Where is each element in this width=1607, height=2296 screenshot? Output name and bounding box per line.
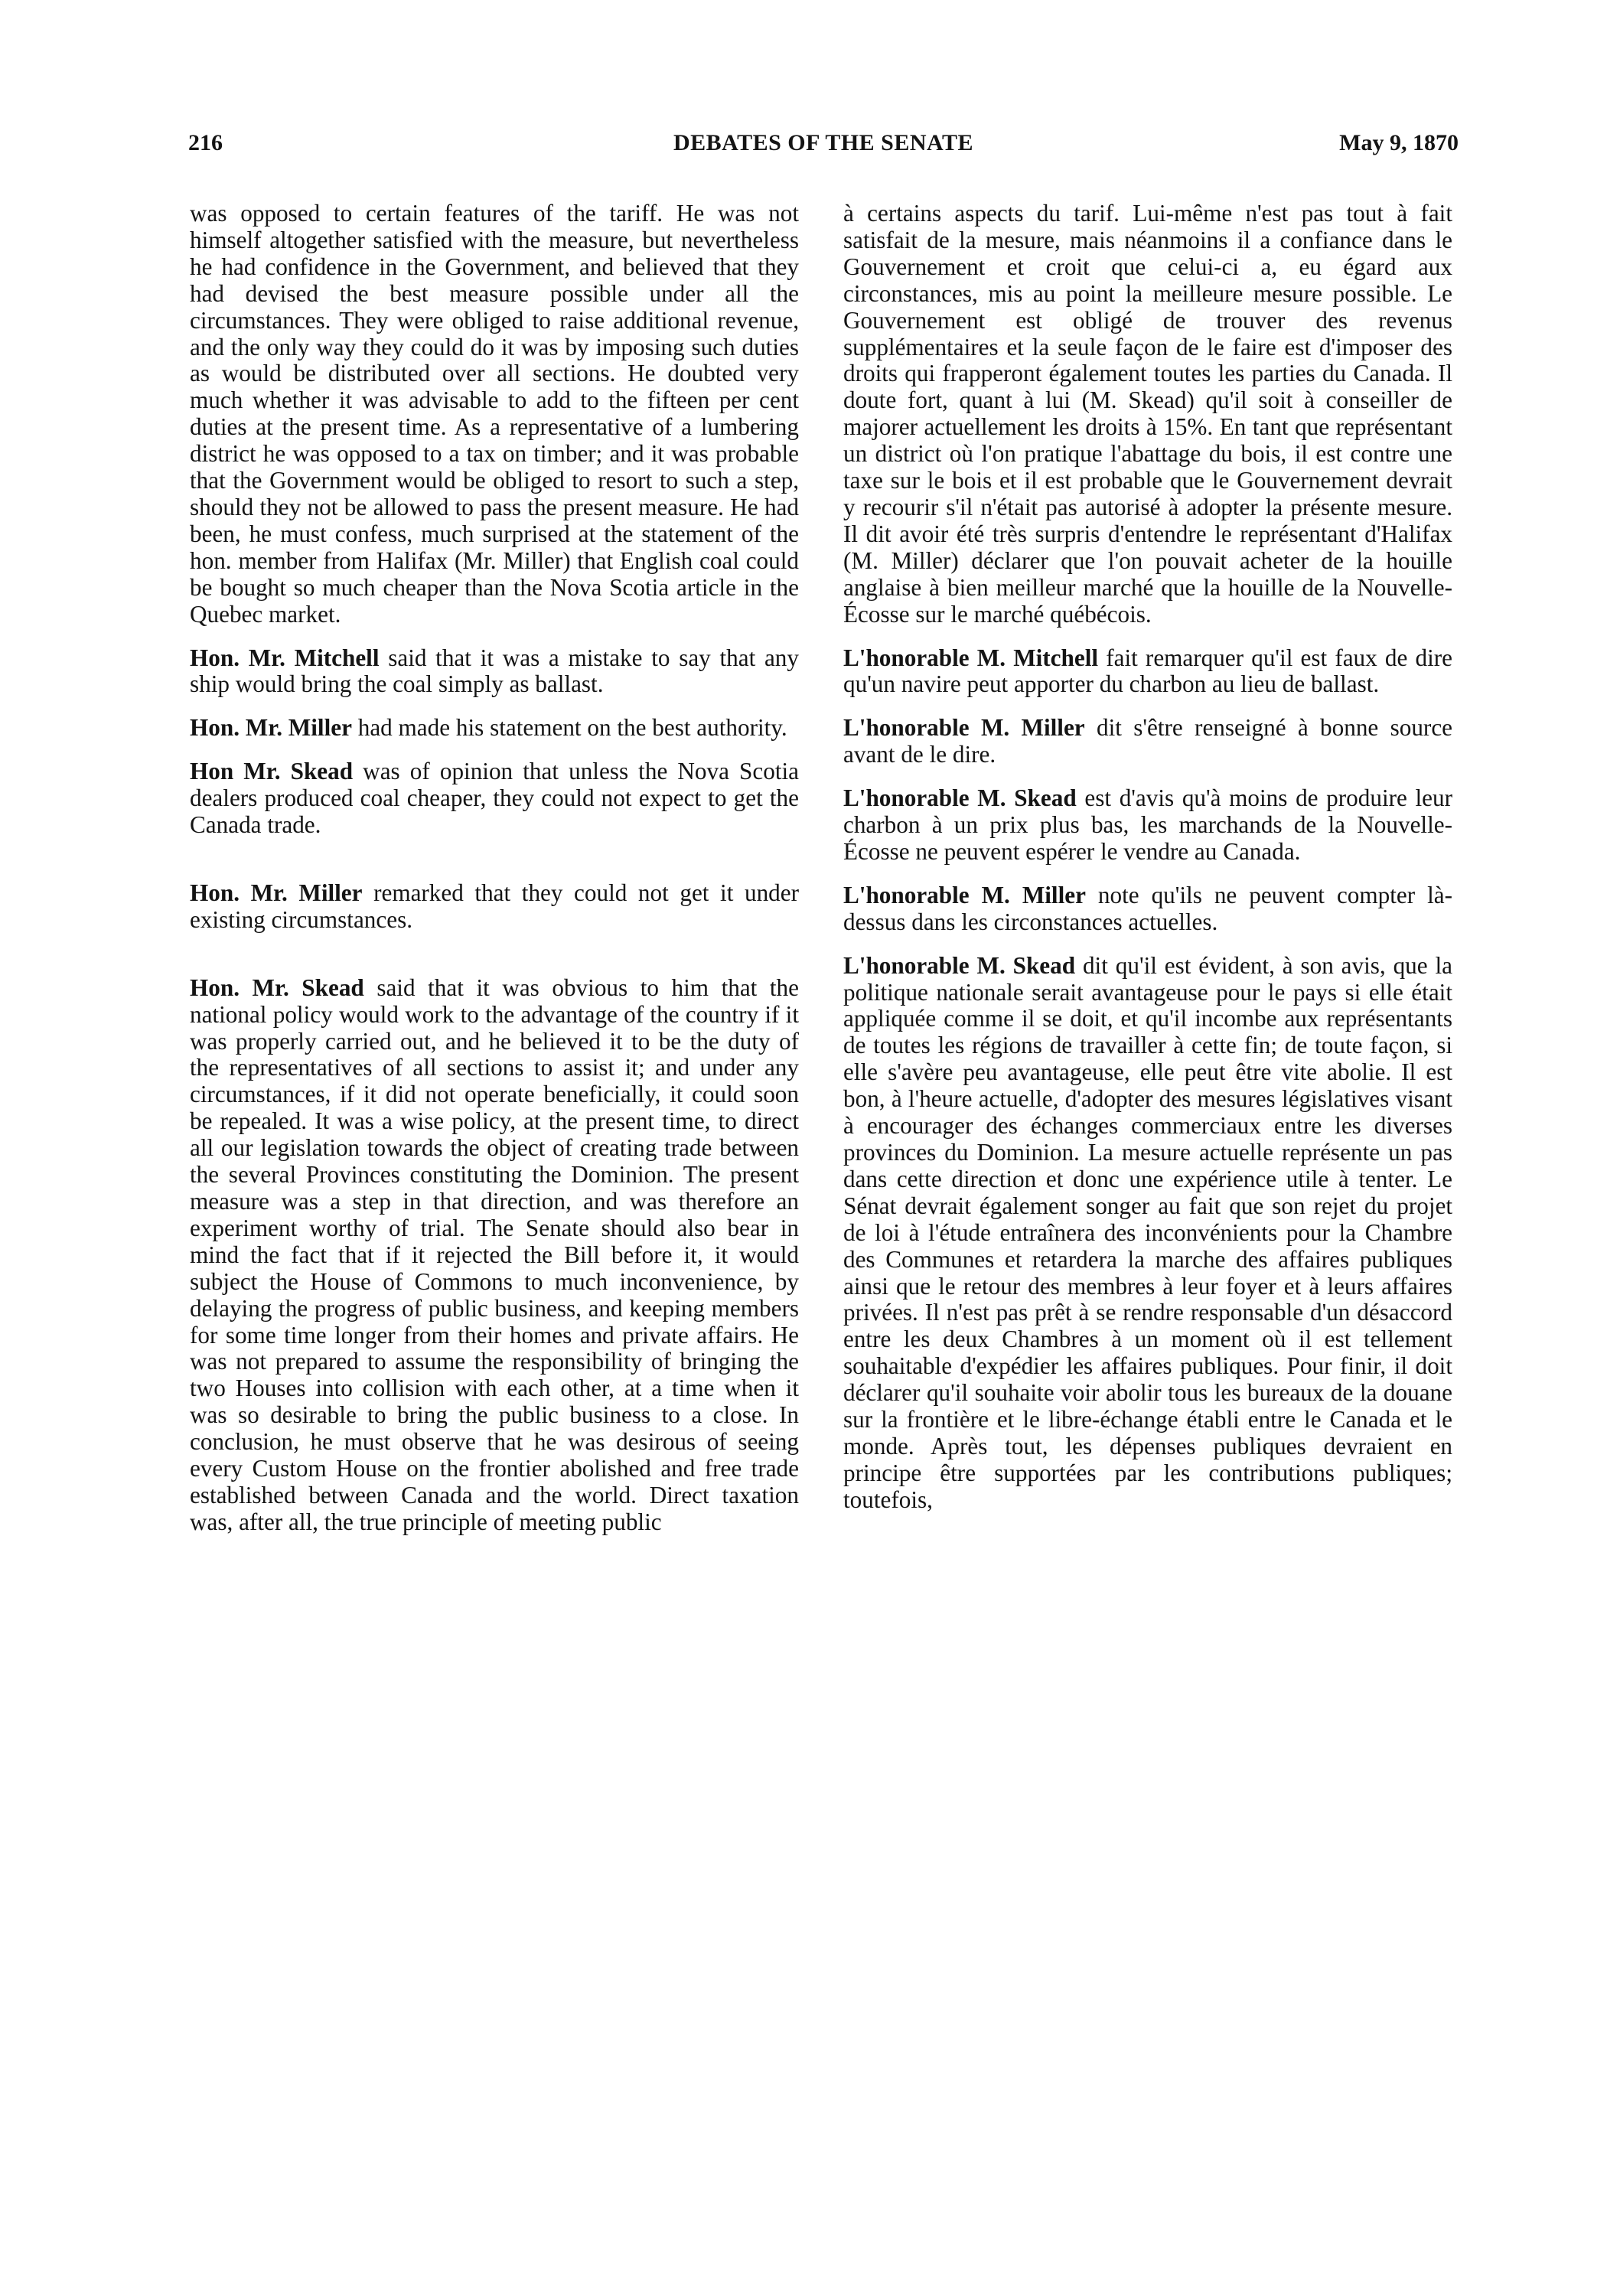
paragraph — [190, 645, 799, 699]
paragraph-text: was of opinion that unless the Nova Scotia dealers produced coal cheaper, they could not expect to get the Canada trade. — [190, 758, 799, 839]
speaker-name: Hon. Mr. Mitchell — [190, 644, 380, 671]
speaker-name: L'honorable M. Skead — [843, 951, 1076, 979]
page-number: 216 — [188, 130, 223, 155]
paragraph — [190, 880, 799, 934]
paragraph — [843, 953, 1452, 1514]
speaker-name: Hon. Mr. Miller — [190, 879, 363, 906]
speaker-name: Hon. Mr. Miller — [190, 714, 352, 742]
page-title: DEBATES OF THE SENATE — [673, 130, 973, 155]
speaker-name: L'honorable M. Mitchell — [843, 644, 1099, 671]
paragraph-text: dit s'être renseigné à bonne source avant de le dire. — [843, 714, 1453, 768]
paragraph — [843, 201, 1452, 628]
page-header — [188, 130, 1459, 167]
paragraph-text: fait remarquer qu'il est faux de dire qu'un navire peut apporter du charbon au lieu de ballast. — [843, 644, 1452, 698]
paragraph — [190, 201, 799, 628]
paragraph-text: remarked that they could not get it under existing circumstances. — [190, 879, 799, 933]
paragraph-text: said that it was a mistake to say that any ship would bring the coal simply as ballast. — [190, 644, 799, 698]
paragraph — [190, 975, 799, 1536]
paragraph-text: note qu'ils ne peuvent compter là-dessus dans les circonstances actuelles. — [843, 881, 1452, 935]
paragraph-text: dit qu'il est évident, à son avis, que la politique nationale serait avantageuse pour le pays si elle était appliquée comme il se doit, et qu'il incombe aux représentants de toutes les régions de travailler à cette fin; de toute façon, si elle s'avère peu avantageuse, elle peut être vite abolie. Il est bon, à l'heure actuelle, d'adopter des mesures législatives visant à encourager des échanges commerciaux entre les diverses provinces du Dominion. La mesure actuelle représente un pas dans cette direction et donc une expérience utile à tenter. Le Sénat devrait également songer au fait que son rejet du projet de loi à l'étude entraînera des inconvénients pour la Chambre des Communes et retardera la marche des affaires publiques ainsi que le retour des membres à leur foyer et à leurs affaires privées. Il n'est pas prêt à se rendre responsable d'un désaccord entre les deux Chambres à un moment où il est tellement souhaitable d'expédier les affaires publiques. Pour finir, il doit déclarer qu'il souhaite voir abolir tous les bureaux de la douane sur la frontière et le libre-échange établi entre le Canada et le monde. Après tout, les dépenses publiques devraient en principe être supportées par les contributions publiques; toutefois, — [843, 951, 1452, 1513]
paragraph-text: à certains aspects du tarif. Lui-même n'est pas tout à fait satisfait de la mesure, mais néanmoins il a confiance dans le Gouvernement et croit que celui-ci a, eu égard aux circonstances, mis au point la meilleure mesure possible. Le Gouvernement est obligé de trouver des revenus supplémentaires et la seule façon de le faire est d'imposer des droits qui frapperont également toutes les parties du Canada. Il doute fort, quant à lui (M. Skead) qu'il soit à conseiller de majorer actuellement les droits à 15%. En tant que représentant un district où l'on pratique l'abattage du bois, il est contre une taxe sur le bois et il est probable que le Gouvernement devrait y recourir s'il n'était pas autorisé à adopter la présente mesure. Il dit avoir été très surpris d'entendre le représentant d'Halifax (M. Miller) déclarer que l'on pouvait acheter de la houille anglaise à bien meilleur marché que la houille de la Nouvelle-Écosse sur le marché québécois. — [843, 200, 1452, 628]
paragraph-text: had made his statement on the best authority. — [351, 714, 787, 742]
speaker-name: Hon. Mr. Skead — [190, 974, 364, 1001]
speaker-name: L'honorable M. Miller — [843, 714, 1085, 742]
speaker-name: L'honorable M. Skead — [843, 784, 1077, 812]
french-column — [843, 201, 1452, 1514]
paragraph — [190, 758, 799, 839]
paragraph-text: est d'avis qu'à moins de produire leur charbon à un prix plus bas, les marchands de la Nouvelle-Écosse ne peuvent espérer le vendre au Canada. — [843, 784, 1452, 865]
paragraph — [190, 715, 799, 742]
paragraph-text: said that it was obvious to him that the national policy would work to the advantage of the country if it was properly carried out, and he believed it to be the duty of the representatives of all sections to assist it; and under any circumstances, if it did not operate beneficially, it could soon be repealed. It was a wise policy, at the present time, to direct all our legislation towards the object of creating trade between the several Provinces constituting the Dominion. The present measure was a step in that direction, and was therefore an experiment worthy of trial. The Senate should also bear in mind the fact that if it rejected the Bill before it, it would subject the House of Commons to much inconvenience, by delaying the progress of public business, and keeping members for some time longer from their homes and private affairs. He was not prepared to assume the responsibility of bringing the two Houses into collision with each other, at a time when it was so desirable to bring the public business to a close. In conclusion, he must observe that he was desirous of seeing every Custom House on the frontier abolished and free trade established between Canada and the world. Direct taxation was, after all, the true principle of meeting public — [190, 974, 799, 1535]
english-column — [190, 201, 799, 1536]
paragraph-text: was opposed to certain features of the tariff. He was not himself altogether satisfied with the measure, but nevertheless he had confidence in the Government, and believed that they had devised the best measure possible under all the circumstances. They were obliged to raise additional revenue, and the only way they could do it was by imposing such duties as would be distributed over all sections. He doubted very much whether it was advisable to add to the fifteen per cent duties at the present time. As a representative of a lumbering district he was opposed to a tax on timber; and it was probable that the Government would be obliged to resort to such a step, should they not be allowed to pass the present measure. He had been, he must confess, much surprised at the statement of the hon. member from Halifax (Mr. Miller) that English coal could be bought so much cheaper than the Nova Scotia article in the Quebec market. — [190, 200, 799, 628]
page-date: May 9, 1870 — [1339, 130, 1459, 155]
speaker-name: Hon Mr. Skead — [190, 758, 354, 785]
paragraph — [843, 715, 1452, 768]
paragraph — [843, 645, 1452, 699]
paragraph — [843, 785, 1452, 866]
speaker-name: L'honorable M. Miller — [843, 881, 1086, 908]
paragraph — [843, 882, 1452, 936]
